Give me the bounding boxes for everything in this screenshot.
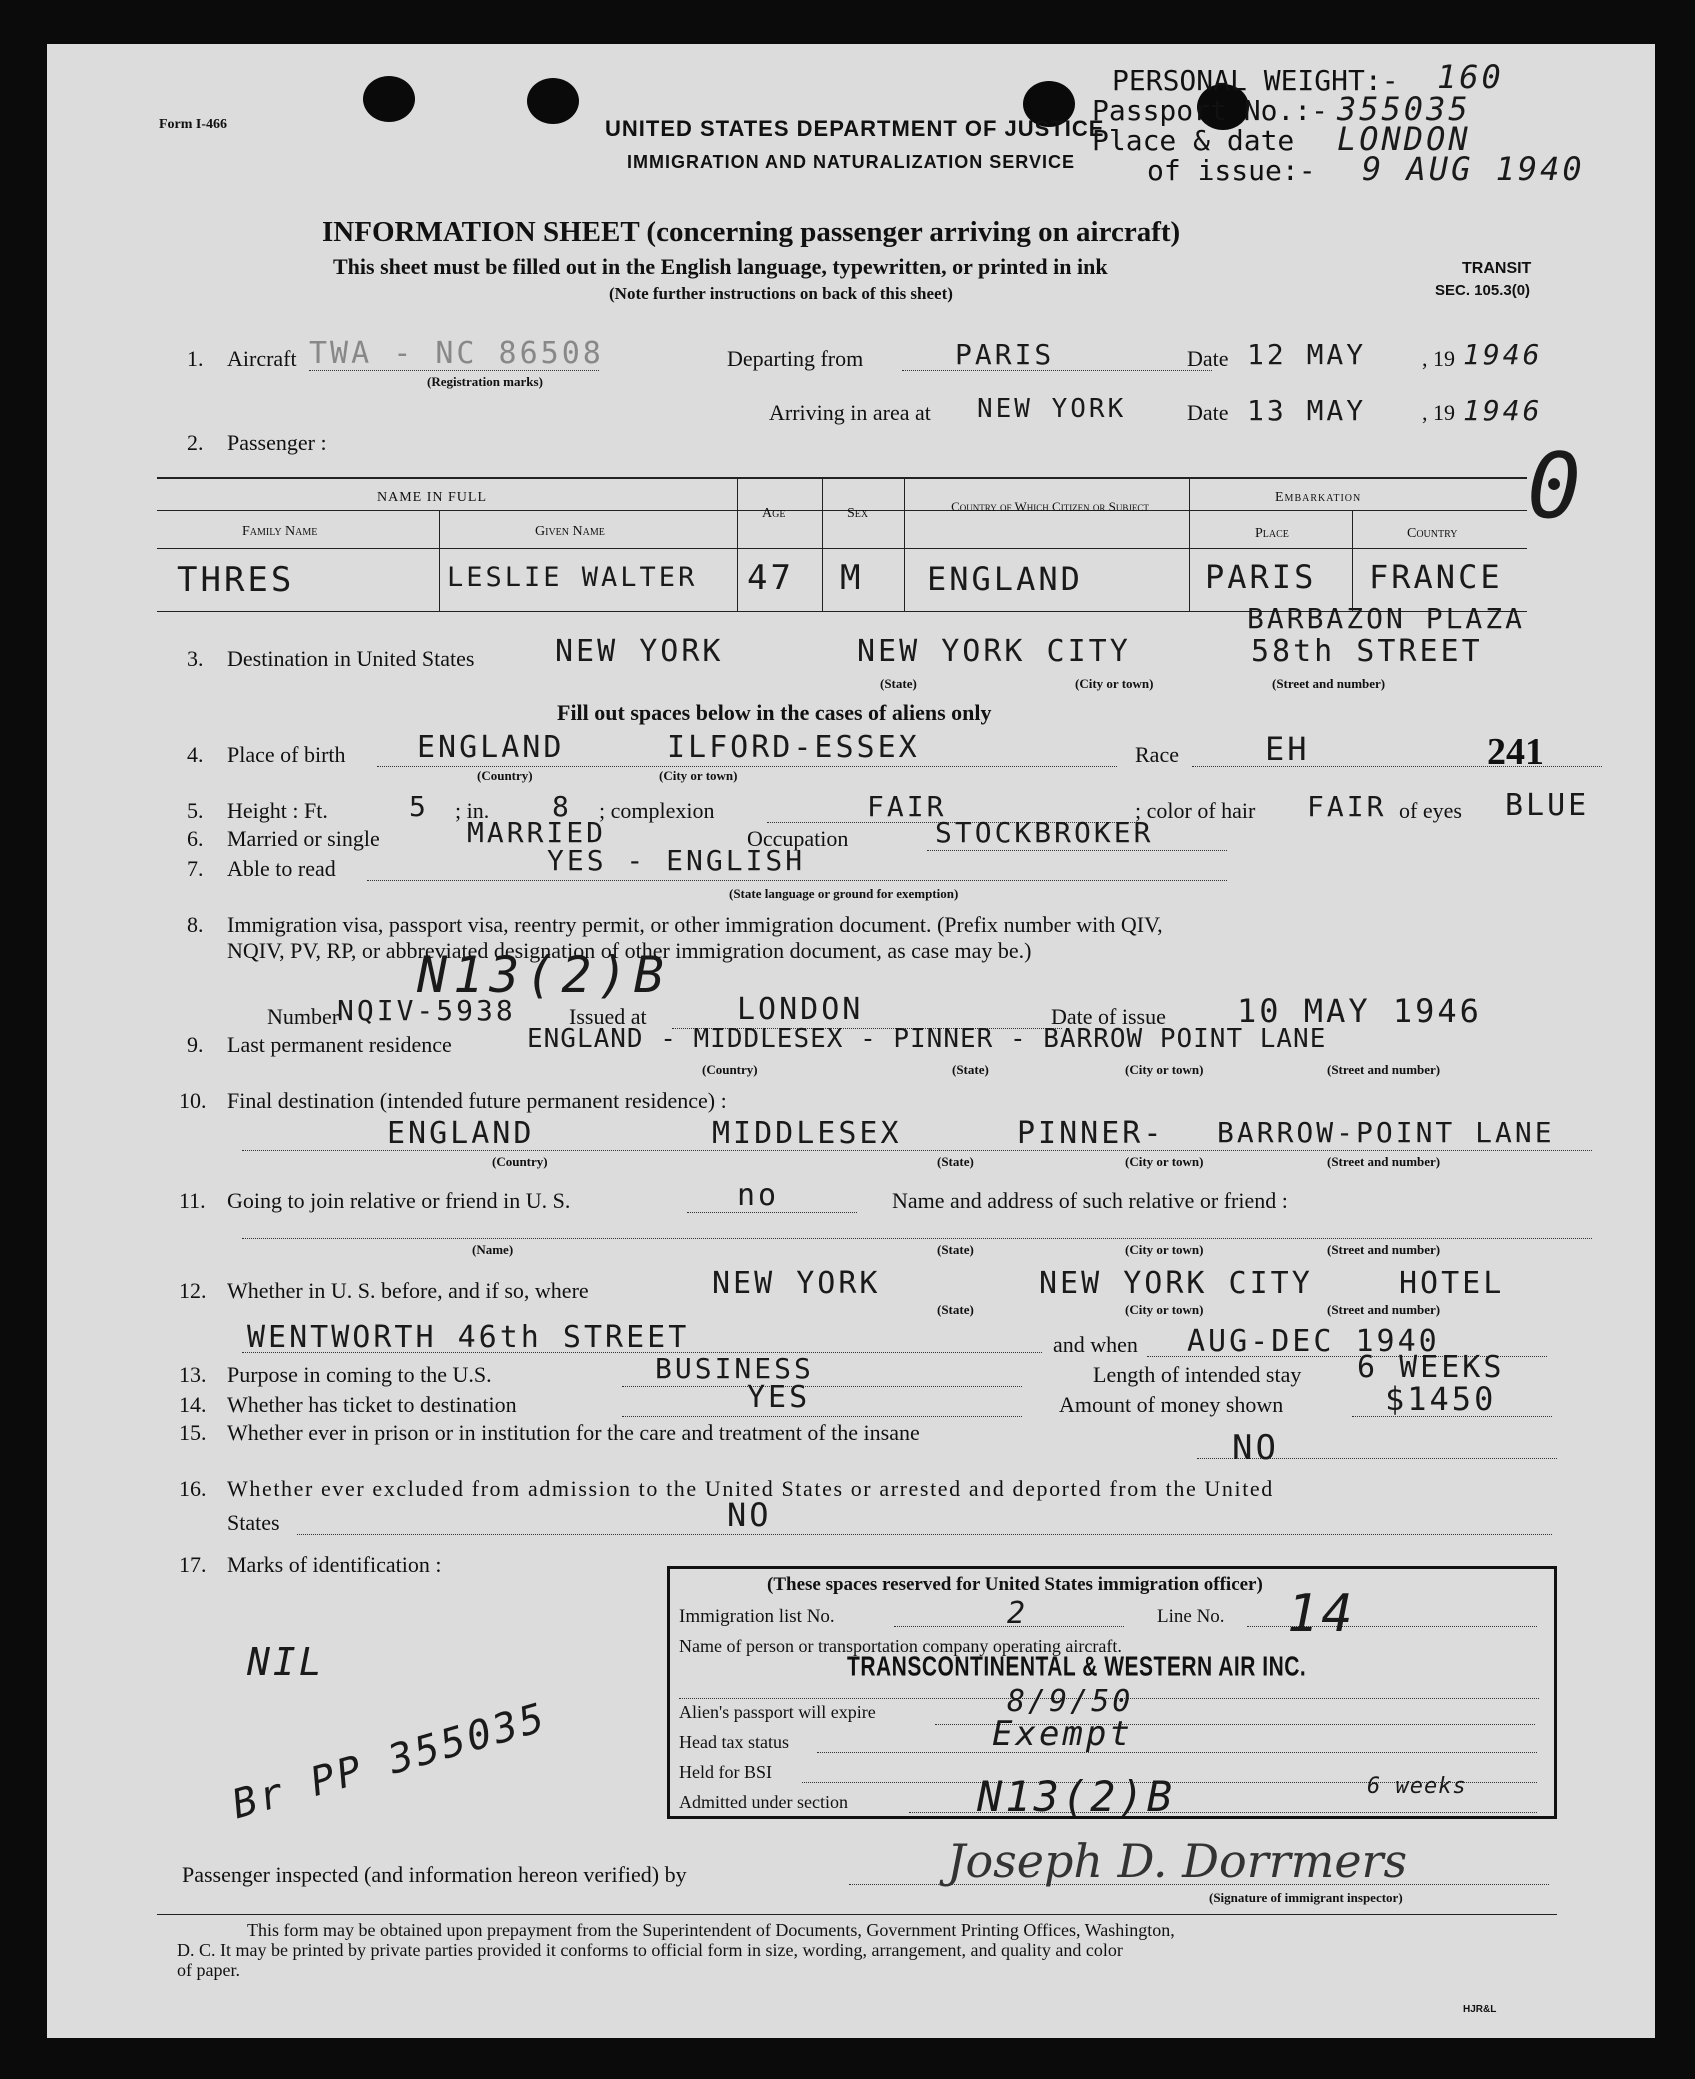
arriving-label: Arriving in area at xyxy=(769,400,931,425)
prev-street: HOTEL xyxy=(1399,1266,1505,1301)
q16-number: 16. xyxy=(179,1476,207,1501)
footer-line3: of paper. xyxy=(177,1960,240,1980)
q8-line2: NQIV, PV, RP, or abbreviated designation of other immigration document, as case may be.) xyxy=(227,938,1032,963)
circled-zero: 0 xyxy=(1527,434,1585,539)
q8-handwritten: N13(2)B xyxy=(417,946,670,1004)
punch-hole xyxy=(527,78,579,124)
cell-age: 47 xyxy=(747,558,794,598)
destination-street-2: 58th STREET xyxy=(1251,634,1483,669)
q2-label: Passenger : xyxy=(227,430,327,455)
col-sex: Sex xyxy=(847,506,869,521)
q14-number: 14. xyxy=(179,1392,207,1417)
cell-given: LESLIE WALTER xyxy=(447,562,698,593)
residence-value: ENGLAND - MIDDLESEX - PINNER - BARROW POINT LANE xyxy=(527,1024,1327,1054)
marks-value: NIL xyxy=(247,1640,325,1684)
purpose-value: BUSINESS xyxy=(655,1352,814,1385)
q2-number: 2. xyxy=(187,430,204,455)
personal-weight-label: PERSONAL WEIGHT:- xyxy=(1112,64,1399,97)
ticket-value: YES xyxy=(747,1380,811,1415)
cell-family: THRES xyxy=(177,560,295,600)
final-street: BARROW-POINT LANE xyxy=(1217,1116,1555,1149)
caption-street: (Street and number) xyxy=(1272,676,1386,691)
q8-number: 8. xyxy=(187,912,204,937)
q13-number: 13. xyxy=(179,1362,207,1387)
number-value: NQIV-5938 xyxy=(337,994,516,1027)
passport-expire-label: Alien's passport will expire xyxy=(679,1702,876,1722)
caption-rel-street: (Street and number) xyxy=(1327,1242,1441,1257)
departure-date: 12 MAY xyxy=(1247,338,1367,371)
q4-number: 4. xyxy=(187,742,204,767)
stay-label: Length of intended stay xyxy=(1093,1362,1302,1387)
footer-code: HJR&L xyxy=(1463,2004,1497,2015)
arrival-date: 13 MAY xyxy=(1247,394,1367,427)
arrival-year-prefix: , 19 xyxy=(1422,400,1455,425)
footer-line2: D. C. It may be printed by private parties provided it conforms to official form in size, wording, arrangement, and quality and color xyxy=(177,1940,1123,1960)
marks-note: Br PP 355035 xyxy=(227,1694,553,1829)
signature-caption: (Signature of immigrant inspector) xyxy=(1209,1890,1403,1905)
occupation-label: Occupation xyxy=(747,826,849,851)
q3-number: 3. xyxy=(187,646,204,671)
departing-value: PARIS xyxy=(955,338,1055,371)
height-in: 8 xyxy=(552,790,572,823)
arrival-date-label: Date xyxy=(1187,400,1229,425)
line-value: 14 xyxy=(1287,1584,1356,1644)
date-label: Date xyxy=(1187,346,1229,371)
money-label: Amount of money shown xyxy=(1059,1392,1284,1417)
when-label: and when xyxy=(1053,1332,1138,1357)
list-label: Immigration list No. xyxy=(679,1606,835,1627)
q1-number: 1. xyxy=(187,346,204,371)
date-of-issue: 9 AUG 1940 xyxy=(1362,150,1585,188)
col-place: Place xyxy=(1255,526,1289,541)
q10-label: Final destination (intended future permanent residence) : xyxy=(227,1088,727,1113)
prev-state: NEW YORK xyxy=(712,1266,881,1301)
caption-rel-name: (Name) xyxy=(472,1242,514,1257)
section-label: Admitted under section xyxy=(679,1792,848,1812)
issue-date-label: Date of issue xyxy=(1051,1004,1166,1029)
sheet-subtitle: This sheet must be filled out in the English language, typewritten, or printed in ink xyxy=(333,254,1108,279)
occupation-value: STOCKBROKER xyxy=(935,816,1154,849)
aliens-header: Fill out spaces below in the cases of aliens only xyxy=(557,700,992,725)
issue-date-value: 10 MAY 1946 xyxy=(1237,992,1482,1030)
race-label: Race xyxy=(1135,742,1179,767)
col-name-in-full: NAME IN FULL xyxy=(377,490,487,505)
caption-res-country: (Country) xyxy=(702,1062,758,1077)
q11-label: Going to join relative or friend in U. S. xyxy=(227,1188,571,1213)
final-country: ENGLAND xyxy=(387,1116,535,1151)
section-value: N13(2)B xyxy=(977,1772,1176,1821)
cell-country: ENGLAND xyxy=(927,560,1083,598)
bsi-label: Held for BSI xyxy=(679,1762,772,1782)
q17-number: 17. xyxy=(179,1552,207,1577)
q3-label: Destination in United States xyxy=(227,646,475,671)
destination-state: NEW YORK xyxy=(555,634,724,669)
section-weeks: 6 weeks xyxy=(1367,1774,1467,1799)
caption-res-street: (Street and number) xyxy=(1327,1062,1441,1077)
cell-place: PARIS xyxy=(1205,558,1317,596)
aircraft-value: TWA - NC 86508 xyxy=(309,336,604,371)
number-label: Number xyxy=(267,1004,340,1029)
complexion-value: FAIR xyxy=(867,790,947,823)
col-embarkation: Embarkation xyxy=(1275,490,1362,505)
caption-rel-city: (City or town) xyxy=(1125,1242,1204,1257)
married-value: MARRIED xyxy=(467,816,607,849)
caption-rel-state: (State) xyxy=(937,1242,974,1257)
place-date-label: Place & date xyxy=(1092,124,1295,157)
company-value: TRANSCONTINENTAL & WESTERN AIR INC. xyxy=(847,1652,1307,1682)
prison-value: NO xyxy=(1232,1428,1279,1468)
col-age: Age xyxy=(762,506,786,521)
caption-res-city: (City or town) xyxy=(1125,1062,1204,1077)
marks-label: Marks of identification : xyxy=(227,1552,442,1577)
purpose-label: Purpose in coming to the U.S. xyxy=(227,1362,492,1387)
department: UNITED STATES DEPARTMENT OF JUSTICE xyxy=(605,116,1105,141)
eyes-value: BLUE xyxy=(1505,788,1590,823)
height-in-label: ; in. xyxy=(455,798,490,823)
ticket-label: Whether has ticket to destination xyxy=(227,1392,517,1417)
read-label: Able to read xyxy=(227,856,336,881)
caption-prev-state: (State) xyxy=(937,1302,974,1317)
hair-label: ; color of hair xyxy=(1135,798,1256,823)
list-value: 2 xyxy=(1007,1596,1029,1631)
q4-label: Place of birth xyxy=(227,742,346,767)
destination-street-1: BARBAZON PLAZA xyxy=(1247,602,1526,635)
hair-value: FAIR xyxy=(1307,790,1387,823)
q9-label: Last permanent residence xyxy=(227,1032,452,1057)
caption-final-country: (Country) xyxy=(492,1154,548,1169)
personal-weight-value: 160 xyxy=(1437,58,1504,96)
birth-country: ENGLAND xyxy=(417,730,565,765)
q7-number: 7. xyxy=(187,856,204,881)
issued-value: LONDON xyxy=(737,992,864,1027)
officer-header: (These spaces reserved for United States immigration officer) xyxy=(767,1574,1263,1595)
excluded-label-2: States xyxy=(227,1510,280,1535)
excluded-value: NO xyxy=(727,1496,772,1534)
inspector-signature: Joseph D. Dorrmers xyxy=(947,1834,1408,1888)
issued-label: Issued at xyxy=(569,1004,647,1029)
prev-city: NEW YORK CITY xyxy=(1039,1266,1313,1301)
eyes-label: of eyes xyxy=(1399,798,1462,823)
passport-expire-value: 8/9/50 xyxy=(1007,1684,1134,1719)
q9-number: 9. xyxy=(187,1032,204,1057)
read-caption: (State language or ground for exemption) xyxy=(729,886,959,901)
caption-birth-country: (Country) xyxy=(477,768,533,783)
of-issue-label: of issue:- xyxy=(1147,154,1316,187)
departing-label: Departing from xyxy=(727,346,864,371)
read-value: YES - ENGLISH xyxy=(547,844,806,877)
q12-number: 12. xyxy=(179,1278,207,1303)
sheet-note: (Note further instructions on back of this sheet) xyxy=(609,284,953,303)
passport-no-value: 355035 xyxy=(1337,90,1471,128)
service: IMMIGRATION AND NATURALIZATION SERVICE xyxy=(627,152,1075,172)
caption-prev-street: (Street and number) xyxy=(1327,1302,1441,1317)
cell-sex: M xyxy=(840,558,864,598)
inspected-label: Passenger inspected (and information hereon verified) by xyxy=(182,1862,687,1887)
final-state: MIDDLESEX xyxy=(712,1116,902,1151)
q11-number: 11. xyxy=(179,1188,206,1213)
col-emb-country: Country xyxy=(1407,526,1458,541)
punch-hole xyxy=(363,76,415,122)
race-code: 241 xyxy=(1487,731,1544,773)
q12-label: Whether in U. S. before, and if so, where xyxy=(227,1278,589,1303)
race-value: EH xyxy=(1265,730,1310,768)
tax-label: Head tax status xyxy=(679,1732,789,1752)
line-label: Line No. xyxy=(1157,1606,1225,1627)
tax-value: Exempt xyxy=(992,1714,1133,1754)
caption-res-state: (State) xyxy=(952,1062,989,1077)
registration-caption: (Registration marks) xyxy=(427,374,543,389)
cell-emb-country: FRANCE xyxy=(1369,558,1503,596)
q5-number: 5. xyxy=(187,798,204,823)
height-label: Height : Ft. xyxy=(227,798,328,823)
when-value: AUG-DEC 1940 xyxy=(1187,1324,1440,1359)
form-number: Form I-466 xyxy=(159,117,228,132)
q1-aircraft-label: Aircraft xyxy=(227,346,297,371)
arriving-value: NEW YORK xyxy=(977,394,1127,424)
relative-name-label: Name and address of such relative or friend : xyxy=(892,1188,1288,1213)
q6-number: 6. xyxy=(187,826,204,851)
complexion-label: ; complexion xyxy=(599,798,715,823)
caption-final-city: (City or town) xyxy=(1125,1154,1204,1169)
col-family-name: Family Name xyxy=(242,524,318,539)
q8-line1: Immigration visa, passport visa, reentry permit, or other immigration document. (Prefix number with QIV, xyxy=(227,912,1163,937)
caption-city: (City or town) xyxy=(1075,676,1154,691)
year-prefix: , 19 xyxy=(1422,346,1455,371)
caption-final-street: (Street and number) xyxy=(1327,1154,1441,1169)
arrival-year: 1946 xyxy=(1463,394,1543,427)
col-country: Country of Which Citizen or Subject xyxy=(951,499,1149,514)
excluded-label: Whether ever excluded from admission to the United States or arrested and deported from the United xyxy=(227,1476,1274,1501)
sheet-title: INFORMATION SHEET (concerning passenger arriving on aircraft) xyxy=(322,216,1181,248)
transit-stamp-line2: SEC. 105.3(0) xyxy=(1435,282,1531,299)
q10-number: 10. xyxy=(179,1088,207,1113)
destination-city: NEW YORK CITY xyxy=(857,634,1131,669)
q15-number: 15. xyxy=(179,1420,207,1445)
height-ft: 5 xyxy=(409,790,429,823)
birth-city: ILFORD-ESSEX xyxy=(667,730,920,765)
final-city: PINNER- xyxy=(1017,1116,1165,1151)
transit-stamp-line1: TRANSIT xyxy=(1462,260,1532,277)
money-value: $1450 xyxy=(1385,1380,1497,1418)
col-given-name: Given Name xyxy=(535,524,605,539)
form-sheet xyxy=(47,44,1655,2038)
married-label: Married or single xyxy=(227,826,380,851)
stay-value: 6 WEEKS xyxy=(1357,1350,1505,1385)
join-relative-value: no xyxy=(737,1178,780,1213)
footer-line1: This form may be obtained upon prepayment from the Superintendent of Documents, Government Printing Offices, Washington, xyxy=(247,1920,1175,1940)
prison-label: Whether ever in prison or in institution for the care and treatment of the insane xyxy=(227,1420,920,1445)
person-label: Name of person or transportation company operating aircraft. xyxy=(679,1636,1122,1656)
caption-state: (State) xyxy=(880,676,917,691)
place-of-issue: LONDON xyxy=(1337,120,1471,158)
prev-line2: WENTWORTH 46th STREET xyxy=(247,1320,690,1355)
caption-birth-city: (City or town) xyxy=(659,768,738,783)
departure-year: 1946 xyxy=(1463,338,1543,371)
caption-prev-city: (City or town) xyxy=(1125,1302,1204,1317)
caption-final-state: (State) xyxy=(937,1154,974,1169)
passport-no-label: Passport No.:- xyxy=(1092,94,1329,127)
